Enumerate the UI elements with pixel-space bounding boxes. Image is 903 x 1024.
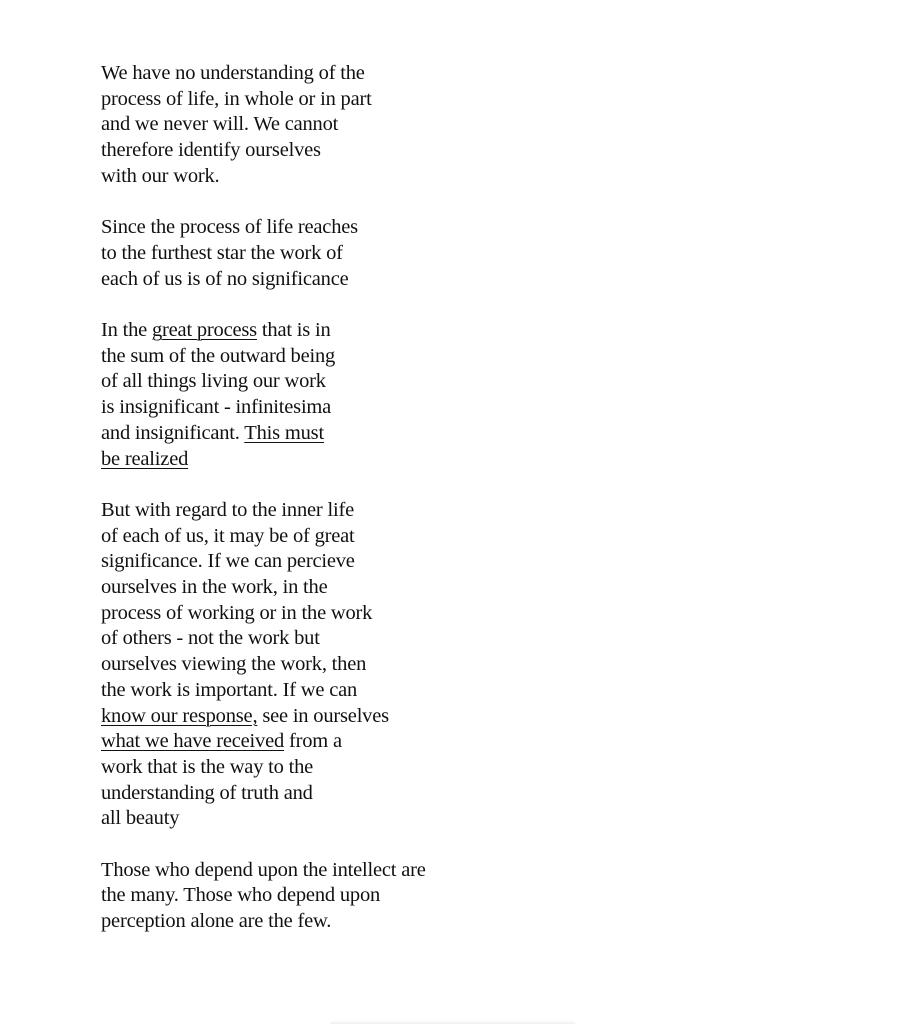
text-line <box>101 678 861 704</box>
text-segment: of each of us, it may be of great <box>101 524 355 547</box>
underlined-text: what we have received <box>101 730 285 753</box>
text-segment: ourselves in the work, in the <box>101 576 328 599</box>
text-segment: process of working or in the work <box>101 601 373 624</box>
text-line <box>101 344 861 370</box>
text-segment: process of life, in whole or in part <box>101 87 372 110</box>
text-line <box>101 626 861 652</box>
text-segment: and we never will. We cannot <box>101 113 339 136</box>
text-line <box>101 447 861 473</box>
text-segment: is insignificant - infinitesima <box>101 396 332 419</box>
text-segment: each of us is of no significance <box>101 267 349 290</box>
text-line <box>101 241 861 267</box>
text-line <box>101 138 861 164</box>
text-line <box>101 215 861 241</box>
underlined-text: This must <box>244 421 324 444</box>
text-line <box>101 498 861 524</box>
text-line <box>101 395 861 421</box>
bottom-scroll-shadow <box>330 1020 575 1024</box>
text-segment: Those who depend upon the intellect are <box>101 858 426 881</box>
stanza <box>101 61 861 190</box>
text-line <box>101 61 861 87</box>
text-segment: of others - not the work but <box>101 627 320 650</box>
text-line <box>101 806 861 832</box>
text-line <box>101 164 861 190</box>
text-line <box>101 652 861 678</box>
text-line <box>101 369 861 395</box>
stanza <box>101 498 861 832</box>
underlined-text: know our response, <box>101 704 258 727</box>
text-segment: significance. If we can percieve <box>101 550 355 573</box>
text-segment: all beauty <box>101 807 180 830</box>
text-segment: understanding of truth and <box>101 781 313 804</box>
text-segment: ourselves viewing the work, then <box>101 653 367 676</box>
text-segment: to the furthest star the work of <box>101 241 343 264</box>
stanza <box>101 858 861 935</box>
text-line <box>101 601 861 627</box>
text-segment: But with regard to the inner life <box>101 498 354 521</box>
text-line <box>101 883 861 909</box>
text-segment: with our work. <box>101 164 220 187</box>
text-line <box>101 781 861 807</box>
text-line <box>101 909 861 935</box>
text-line <box>101 421 861 447</box>
text-line <box>101 549 861 575</box>
text-segment: perception alone are the few. <box>101 910 332 933</box>
text-segment: from a <box>284 730 342 753</box>
text-segment: the many. Those who depend upon <box>101 884 381 907</box>
underlined-text: great process <box>151 319 257 341</box>
text-line <box>101 704 861 730</box>
stanza <box>101 215 861 292</box>
text-segment: of all things living our work <box>101 370 326 393</box>
text-segment: the work is important. If we can <box>101 678 358 701</box>
text-segment: the sum of the outward being <box>101 344 336 367</box>
text-line <box>101 575 861 601</box>
underlined-text: be realized <box>101 447 189 470</box>
text-line <box>101 858 861 884</box>
text-segment: that is in <box>256 319 331 341</box>
text-line <box>101 755 861 781</box>
text-line <box>101 112 861 138</box>
text-segment: therefore identify ourselves <box>101 139 321 162</box>
text-line <box>101 729 861 755</box>
text-line <box>101 524 861 550</box>
text-line <box>101 87 861 113</box>
document-body <box>101 61 861 961</box>
text-segment: In the <box>101 319 152 341</box>
text-segment: work that is the way to the <box>101 755 314 778</box>
text-segment: see in ourselves <box>257 704 389 727</box>
text-line <box>101 267 861 293</box>
text-line <box>101 318 861 344</box>
stanza <box>101 318 861 472</box>
text-segment: Since the process of life reaches <box>101 216 358 239</box>
text-segment: We have no understanding of the <box>101 62 365 84</box>
text-segment: and insignificant. <box>101 421 245 444</box>
